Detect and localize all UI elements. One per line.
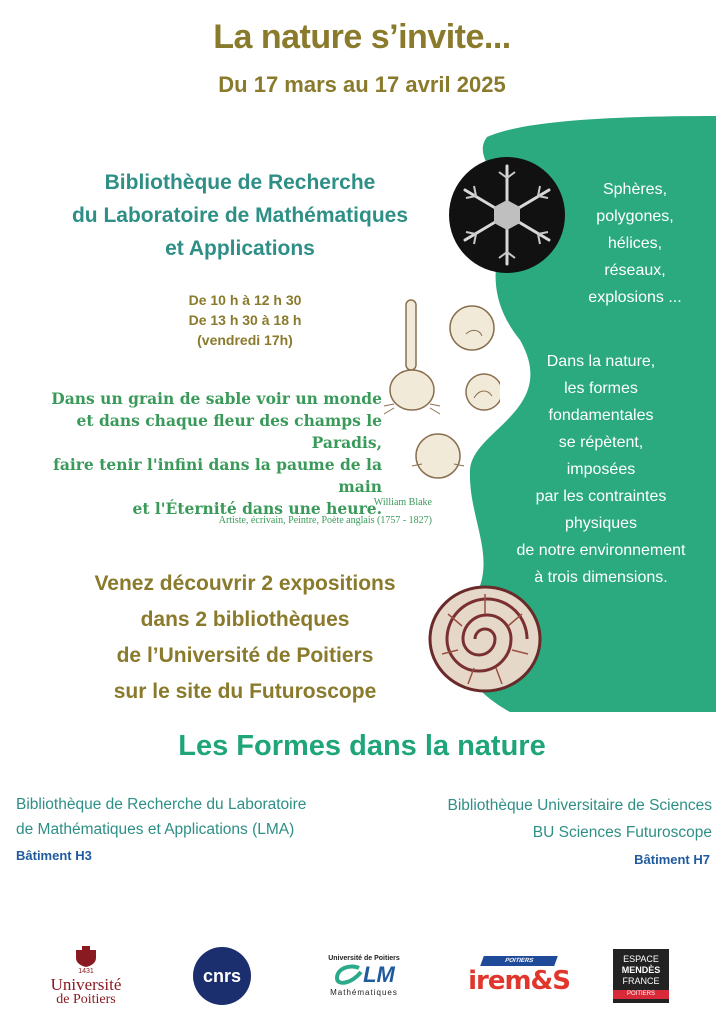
lma-logo — [318, 944, 410, 1008]
shape-item: réseaux, — [604, 262, 666, 279]
description-line: fondamentales — [548, 407, 654, 424]
irem-mark: irem&S — [468, 966, 570, 996]
snowflake-image — [448, 156, 566, 274]
lma-dept: Mathématiques — [330, 988, 398, 997]
venue-line: BU Sciences Futuroscope — [532, 824, 712, 841]
hours-line: (vendredi 17h) — [197, 332, 293, 348]
description-line: à trois dimensions. — [534, 569, 668, 586]
cnrs-logo — [192, 944, 252, 1008]
description-line: physiques — [564, 515, 638, 532]
alpha-icon — [333, 962, 363, 988]
building-right: Bâtiment H7 — [634, 852, 710, 867]
library-name-line: et Applications — [165, 237, 315, 260]
ammonite-image — [428, 584, 542, 694]
opening-hours — [150, 290, 340, 350]
venue-line: Bibliothèque de Recherche du Laboratoire — [16, 796, 307, 813]
quote-line: faire tenir l'infini dans la paume de la main — [53, 455, 382, 496]
univ-city: de Poitiers — [56, 991, 116, 1007]
shape-item: Sphères, — [602, 181, 668, 198]
irem-city: POITIERS — [503, 958, 535, 964]
description-line: se répètent, — [558, 434, 644, 451]
emf-line: ESPACE — [623, 953, 659, 964]
invite-line: Venez découvrir 2 expositions — [94, 572, 396, 595]
quote-line: et dans chaque fleur des champs le Paradis, — [76, 411, 382, 452]
exhibition-invitation — [60, 566, 430, 710]
hours-line: De 13 h 30 à 18 h — [188, 312, 302, 328]
irem-logo — [468, 944, 570, 1008]
library-name — [40, 166, 440, 265]
invite-line: de l’Université de Poitiers — [116, 644, 374, 667]
library-name-line: Bibliothèque de Recherche — [104, 171, 376, 194]
quote-line: Dans un grain de sable voir un monde — [51, 389, 382, 408]
nature-description — [492, 348, 710, 591]
quote-author: William Blake — [373, 497, 432, 508]
emf-city: POITIERS — [613, 990, 669, 999]
quote-attribution — [140, 494, 432, 530]
emf-line: FRANCE — [622, 975, 660, 986]
hours-line: De 10 h à 12 h 30 — [188, 292, 302, 308]
page-title: La nature s’invite... — [213, 18, 511, 56]
building-left: Bâtiment H3 — [16, 848, 92, 863]
univ-year: 1431 — [78, 967, 94, 975]
shape-item: explosions ... — [588, 289, 682, 306]
cats-drawing — [380, 294, 500, 494]
venue-line: de Mathématiques et Applications (LMA) — [16, 821, 295, 838]
invite-line: sur le site du Futuroscope — [113, 680, 377, 703]
venue-right — [360, 792, 712, 846]
cnrs-text: cnrs — [202, 965, 242, 986]
description-line: les formes — [564, 380, 638, 397]
exhibition-title: Les Formes dans la nature — [178, 730, 546, 762]
venue-left — [16, 792, 376, 842]
lma-university: Université de Poitiers — [328, 955, 400, 962]
universite-poitiers-logo — [30, 944, 142, 1008]
description-line: Dans la nature, — [546, 353, 656, 370]
univ-name: Université — [50, 974, 122, 994]
date-range: Du 17 mars au 17 avril 2025 — [218, 72, 506, 97]
shapes-list — [560, 176, 710, 311]
crest-icon — [73, 946, 99, 968]
shape-item: hélices, — [607, 235, 663, 252]
quote-line: et l'Éternité dans une heure. — [132, 499, 382, 518]
description-line: de notre environnement — [516, 542, 686, 559]
library-name-line: du Laboratoire de Mathématiques — [71, 204, 409, 227]
espace-mendes-france-logo — [612, 948, 670, 1004]
invite-line: dans 2 bibliothèques — [140, 608, 350, 631]
description-line: imposées — [566, 461, 636, 478]
venue-line: Bibliothèque Universitaire de Sciences — [447, 797, 712, 814]
shape-item: polygones, — [596, 208, 674, 225]
description-line: par les contraintes — [535, 488, 667, 505]
quote-author-description: Artiste, écrivain, Peintre, Poète anglais (1757 - 1827) — [218, 515, 432, 526]
emf-line: MENDÈS — [621, 964, 661, 975]
lma-mark: LM — [363, 962, 395, 987]
